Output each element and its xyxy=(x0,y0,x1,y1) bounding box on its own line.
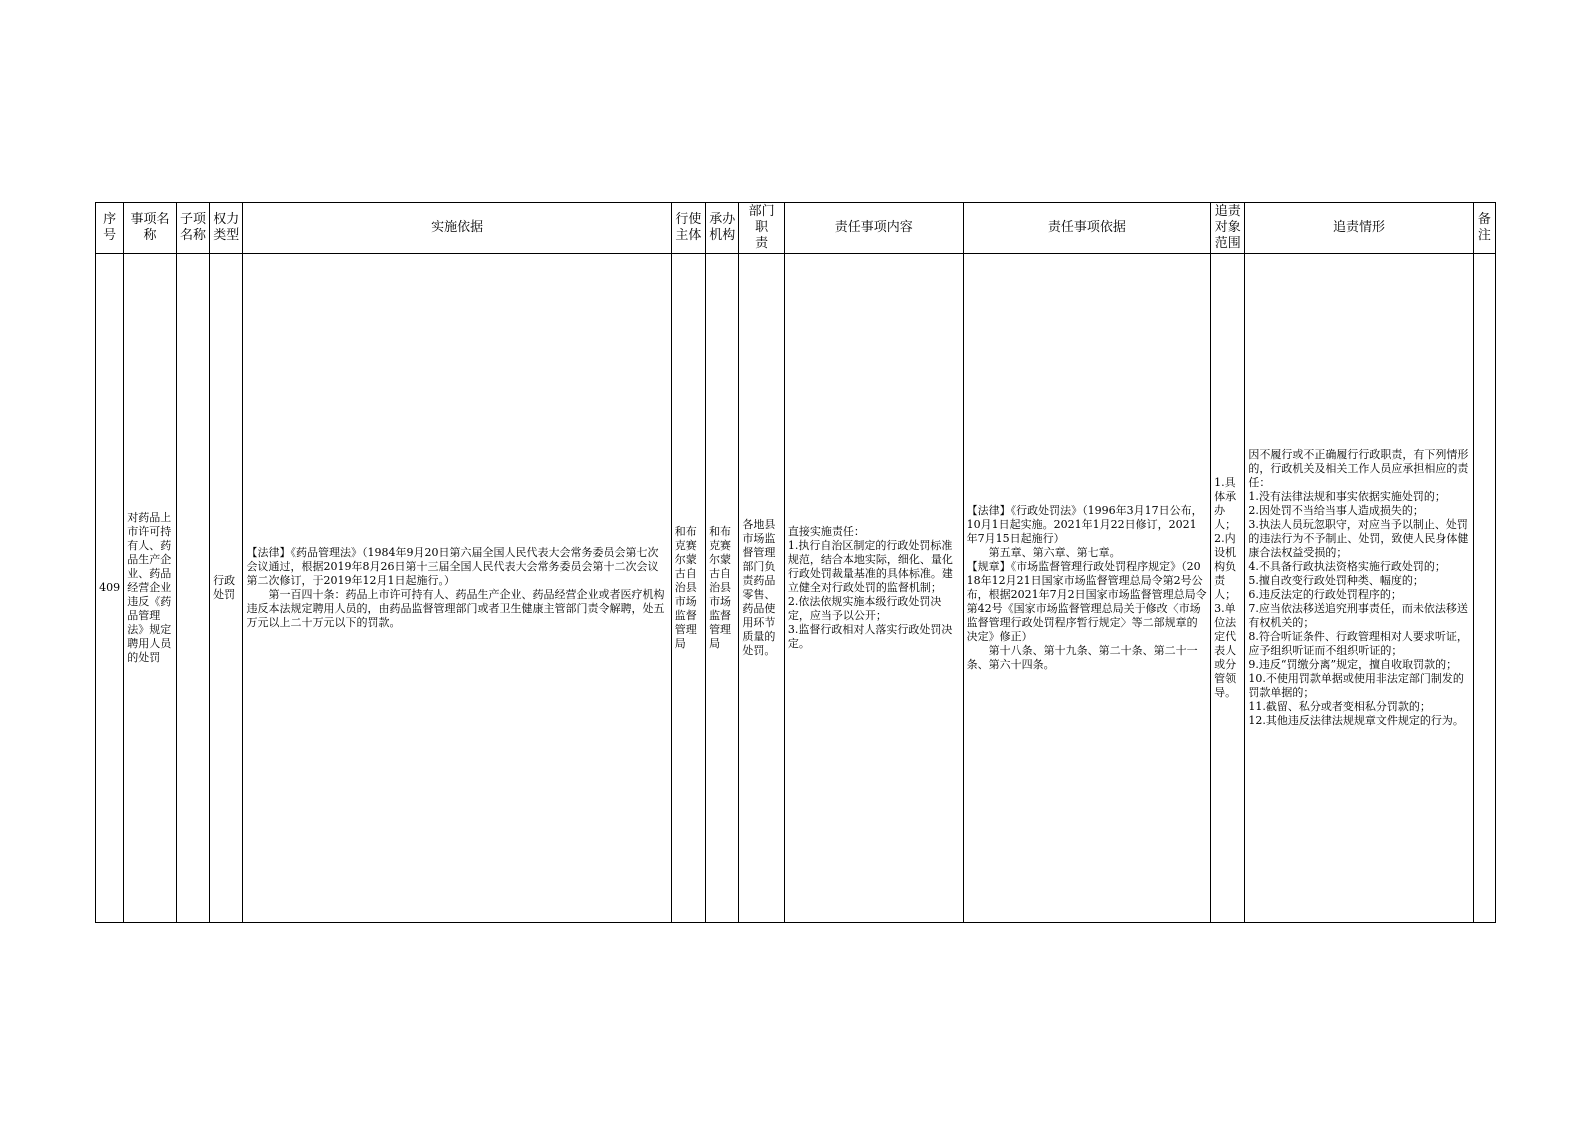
cell-subject: 和布克赛尔蒙古自治县市场监督管理局 xyxy=(671,254,705,923)
resp-basis-rule: 【规章】《市场监督管理行政处罚程序规定》（2018年12月21日国家市场监督管理总局令第2号公布，根据2021年7月2日国家市场监督管理总局令第42号《国家市场监督管理总局关于修改〈市场监督管理行政处罚程序暂行规定〉等二部规章的决定》修正） xyxy=(966,560,1207,643)
header-seq: 序 号 xyxy=(96,203,124,254)
header-resp-basis: 责任事项依据 xyxy=(963,203,1210,254)
header-basis: 实施依据 xyxy=(243,203,671,254)
cell-handler: 和布克赛尔蒙古自治县市场监督管理局 xyxy=(706,254,739,923)
header-dept-duty: 部门职 责 xyxy=(739,203,784,254)
basis-law-title: 【法律】《药品管理法》（1984年9月20日第六届全国人民代表大会常务委员会第七次会议通过，根据2019年8月26日第十三届全国人民代表大会常务委员会第十二次会议第二次修订，于2019年12月1日起施行。） xyxy=(246,546,659,587)
power-duty-table xyxy=(95,202,1496,923)
table-row xyxy=(96,254,1496,923)
cell-dept-duty: 各地县市场监督管理部门负责药品零售、药品使用环节质量的处罚。 xyxy=(739,254,784,923)
basis-article: 第一百四十条：药品上市许可持有人、药品生产企业、药品经营企业或者医疗机构违反本法规定聘用人员的，由药品监督管理部门或者卫生健康主管部门责令解聘，处五万元以上二十万元以下的罚款。 xyxy=(246,588,665,629)
cell-remark xyxy=(1473,254,1495,923)
header-row xyxy=(96,203,1496,254)
cell-accountable-scope: 1.具体承办人； 2.内设机构负责人； 3.单位法定代表人或分管领导。 xyxy=(1211,254,1245,923)
header-sub-item: 子项 名称 xyxy=(176,203,209,254)
header-accountable-scope: 追责 对象 范围 xyxy=(1211,203,1245,254)
cell-power-type: 行政 处罚 xyxy=(210,254,243,923)
header-resp-content: 责任事项内容 xyxy=(784,203,963,254)
cell-sub-item xyxy=(176,254,209,923)
resp-basis-rule-articles: 第十八条、第十九条、第二十条、第二十一条、第六十四条。 xyxy=(966,644,1198,671)
cell-resp-content: 直接实施责任： 1.执行自治区制定的行政处罚标准规范，结合本地实际，细化、量化行政处罚裁量基准的具体标准。建立健全对行政处罚的监督机制； 2.依法依规实施本级行政处罚决定，应当予以公开； 3.监督行政相对人落实行政处罚决定。 xyxy=(784,254,963,923)
header-accountability: 追责情形 xyxy=(1245,203,1473,254)
cell-item-name: 对药品上市许可持有人、药品生产企业、药品经营企业违反《药品管理法》规定聘用人员的处罚 xyxy=(124,254,177,923)
header-item-name: 事项名 称 xyxy=(124,203,177,254)
cell-seq: 409 xyxy=(96,254,124,923)
header-handler: 承办 机构 xyxy=(706,203,739,254)
cell-resp-basis xyxy=(963,254,1210,923)
resp-basis-law-articles: 第五章、第六章、第七章。 xyxy=(988,546,1121,559)
header-subject: 行使 主体 xyxy=(671,203,705,254)
header-power-type: 权力 类型 xyxy=(210,203,243,254)
header-remark: 备 注 xyxy=(1473,203,1495,254)
resp-basis-law: 【法律】《行政处罚法》（1996年3月17日公布，10月1日起实施。2021年1月22日修订，2021年7月15日起施行） xyxy=(966,504,1203,545)
cell-accountability: 因不履行或不正确履行行政职责，有下列情形的，行政机关及相关工作人员应承担相应的责任： 1.没有法律法规和事实依据实施处罚的； 2.因处罚不当给当事人造成损失的； 3.执法人员玩忽职守，对应当予以制止、处罚的违法行为不予制止、处罚，致使人民身体健康合法权益受损的； 4.不具备行政执法资格实施行政处罚的； 5.擅自改变行政处罚种类、幅度的； 6.违反法定的行政处罚程序的； 7.应当依法移送追究刑事责任，而未依法移送有权机关的； 8.符合听证条件、行政管理相对人要求听证，应予组织听证而不组织听证的； 9.违反“罚缴分离”规定，擅自收取罚款的； 10.不使用罚款单据或使用非法定部门制发的罚款单据的； 11.截留、私分或者变相私分罚款的； 12.其他违反法律法规规章文件规定的行为。 xyxy=(1245,254,1473,923)
cell-basis xyxy=(243,254,671,923)
